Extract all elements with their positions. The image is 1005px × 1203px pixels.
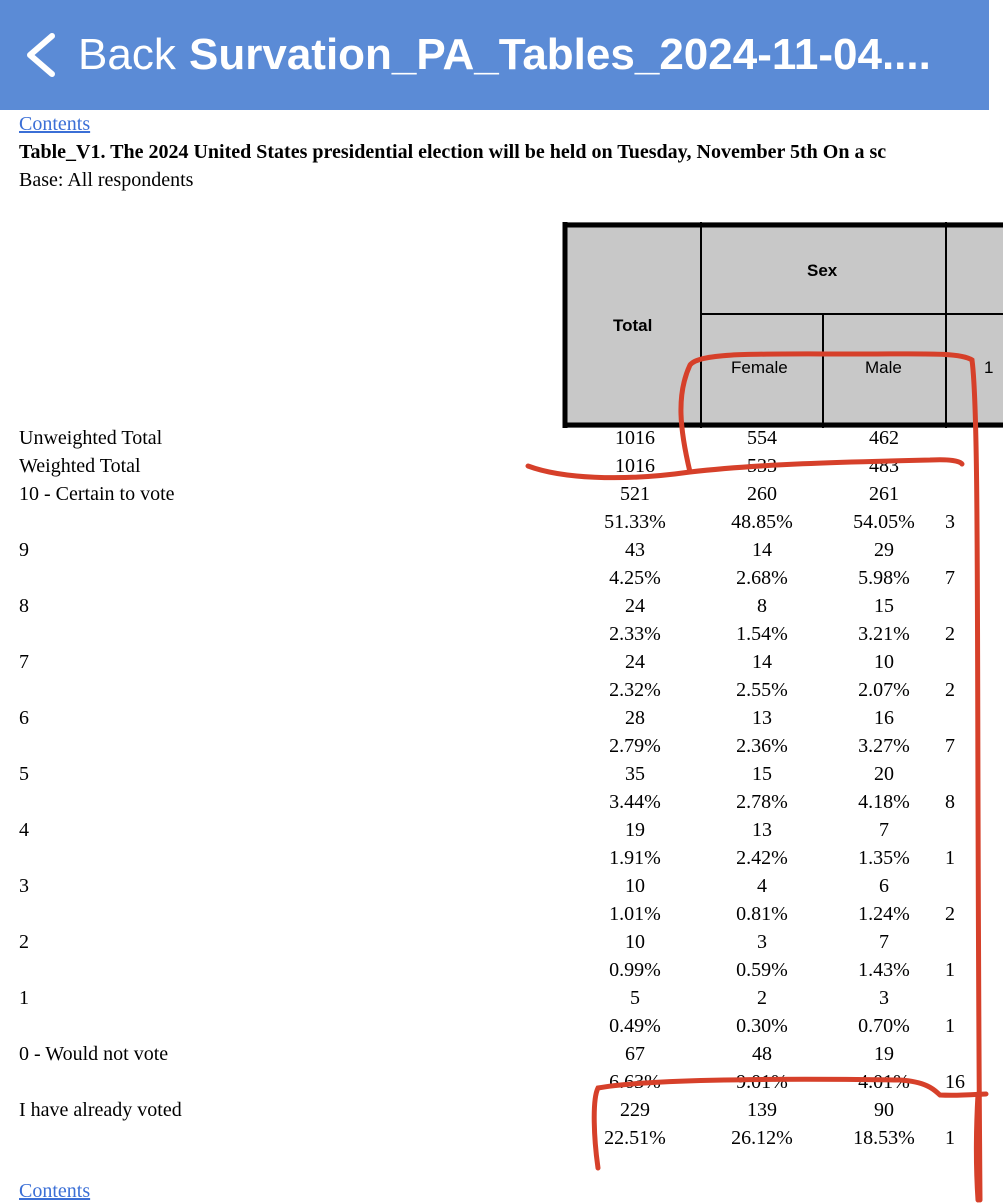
cell-total: 2.33% — [609, 623, 661, 645]
cell-next-partial: 1 — [945, 1015, 955, 1037]
cell-next-partial: 7 — [945, 567, 955, 589]
cell-male: 18.53% — [853, 1127, 915, 1149]
header-next-partial: 1 — [984, 358, 994, 377]
cell-female: 14 — [752, 651, 772, 673]
cell-female: 2.36% — [736, 735, 788, 757]
cell-male: 7 — [879, 931, 889, 953]
row-label: 1 — [19, 987, 29, 1009]
cell-total: 2.32% — [609, 679, 661, 701]
cell-total: 6.63% — [609, 1071, 661, 1093]
cell-male: 0.70% — [858, 1015, 910, 1037]
cell-male: 3.21% — [858, 623, 910, 645]
cell-male: 1.35% — [858, 847, 910, 869]
cell-next-partial: 7 — [945, 735, 955, 757]
cell-next-partial: 2 — [945, 623, 955, 645]
cell-male: 1.43% — [858, 959, 910, 981]
cell-female: 2.42% — [736, 847, 788, 869]
cell-total: 10 — [625, 931, 645, 953]
cell-total: 2.79% — [609, 735, 661, 757]
row-label: 9 — [19, 539, 29, 561]
cell-female: 0.30% — [736, 1015, 788, 1037]
cell-total: 1016 — [615, 427, 655, 449]
cell-total: 0.99% — [609, 959, 661, 981]
cell-total: 22.51% — [604, 1127, 666, 1149]
nav-bar — [0, 0, 989, 110]
row-label: 10 - Certain to vote — [19, 483, 175, 505]
cell-female: 2 — [757, 987, 767, 1009]
cell-male: 20 — [874, 763, 894, 785]
cell-total: 35 — [625, 763, 645, 785]
cell-male: 90 — [874, 1099, 894, 1121]
cell-female: 4 — [757, 875, 767, 897]
cell-next-partial: 2 — [945, 903, 955, 925]
document-title: Survation_PA_Tables_2024-11-04.... — [189, 30, 931, 79]
cell-female: 9.01% — [736, 1071, 788, 1093]
row-label: Weighted Total — [19, 455, 141, 477]
cell-female: 13 — [752, 707, 772, 729]
header-male: Male — [865, 358, 902, 377]
contents-link-bottom[interactable]: Contents — [19, 1180, 91, 1202]
cell-next-partial: 1 — [945, 847, 955, 869]
row-label: 5 — [19, 763, 29, 785]
cell-total: 3.44% — [609, 791, 661, 813]
cell-male: 2.07% — [858, 679, 910, 701]
cell-female: 48 — [752, 1043, 772, 1065]
base-note: Base: All respondents — [19, 169, 194, 191]
cell-female: 14 — [752, 539, 772, 561]
row-label: Unweighted Total — [19, 427, 163, 449]
cell-total: 521 — [620, 483, 650, 505]
row-label: 7 — [19, 651, 29, 673]
cell-male: 5.98% — [858, 567, 910, 589]
cell-male: 462 — [869, 427, 899, 449]
cell-male: 10 — [874, 651, 894, 673]
row-label: 4 — [19, 819, 29, 841]
header-total: Total — [613, 316, 653, 335]
cell-female: 0.81% — [736, 903, 788, 925]
cell-male: 483 — [869, 455, 899, 477]
cell-next-partial: 16 — [945, 1071, 965, 1093]
cell-male: 29 — [874, 539, 894, 561]
cell-next-partial: 8 — [945, 791, 955, 813]
back-button[interactable]: Back — [78, 30, 176, 79]
cell-total: 19 — [625, 819, 645, 841]
cell-female: 26.12% — [731, 1127, 793, 1149]
cell-total: 5 — [630, 987, 640, 1009]
cell-total: 24 — [625, 595, 645, 617]
cell-total: 24 — [625, 651, 645, 673]
cell-total: 43 — [625, 539, 645, 561]
cell-total: 1.91% — [609, 847, 661, 869]
cell-female: 13 — [752, 819, 772, 841]
cell-female: 0.59% — [736, 959, 788, 981]
cell-female: 2.55% — [736, 679, 788, 701]
cell-male: 7 — [879, 819, 889, 841]
cell-male: 6 — [879, 875, 889, 897]
table-title: Table_V1. The 2024 United States presidential election will be held on Tuesday, November 5th On a sc — [19, 141, 887, 163]
cell-female: 8 — [757, 595, 767, 617]
cell-female: 3 — [757, 931, 767, 953]
cell-total: 229 — [620, 1099, 650, 1121]
row-label: 8 — [19, 595, 29, 617]
row-label: 0 - Would not vote — [19, 1043, 169, 1065]
cell-total: 10 — [625, 875, 645, 897]
cell-total: 4.25% — [609, 567, 661, 589]
header-female: Female — [731, 358, 788, 377]
contents-link-top[interactable]: Contents — [19, 113, 91, 135]
cell-female: 48.85% — [731, 511, 793, 533]
cell-male: 3 — [879, 987, 889, 1009]
cell-male: 4.01% — [858, 1071, 910, 1093]
cell-total: 0.49% — [609, 1015, 661, 1037]
row-label: 2 — [19, 931, 29, 953]
cell-next-partial: 1 — [945, 1127, 955, 1149]
cell-female: 260 — [747, 483, 777, 505]
cell-female: 2.68% — [736, 567, 788, 589]
header-sex: Sex — [807, 261, 838, 280]
cell-male: 16 — [874, 707, 894, 729]
cell-female: 533 — [747, 455, 777, 477]
cell-male: 54.05% — [853, 511, 915, 533]
row-label: I have already voted — [19, 1099, 182, 1121]
cell-male: 15 — [874, 595, 894, 617]
cell-next-partial: 1 — [945, 959, 955, 981]
cell-female: 554 — [747, 427, 777, 449]
row-label: 6 — [19, 707, 29, 729]
cell-male: 261 — [869, 483, 899, 505]
cell-male: 3.27% — [858, 735, 910, 757]
cell-female: 15 — [752, 763, 772, 785]
cell-male: 4.18% — [858, 791, 910, 813]
cell-next-partial: 3 — [945, 511, 955, 533]
cell-female: 1.54% — [736, 623, 788, 645]
row-label: 3 — [19, 875, 29, 897]
cell-next-partial: 2 — [945, 679, 955, 701]
cell-female: 2.78% — [736, 791, 788, 813]
cell-total: 67 — [625, 1043, 645, 1065]
cell-male: 19 — [874, 1043, 894, 1065]
cell-total: 28 — [625, 707, 645, 729]
cell-female: 139 — [747, 1099, 777, 1121]
cell-total: 1.01% — [609, 903, 661, 925]
chevron-left-icon[interactable] — [22, 32, 62, 78]
cell-total: 51.33% — [604, 511, 666, 533]
cell-male: 1.24% — [858, 903, 910, 925]
cell-total: 1016 — [615, 455, 655, 477]
